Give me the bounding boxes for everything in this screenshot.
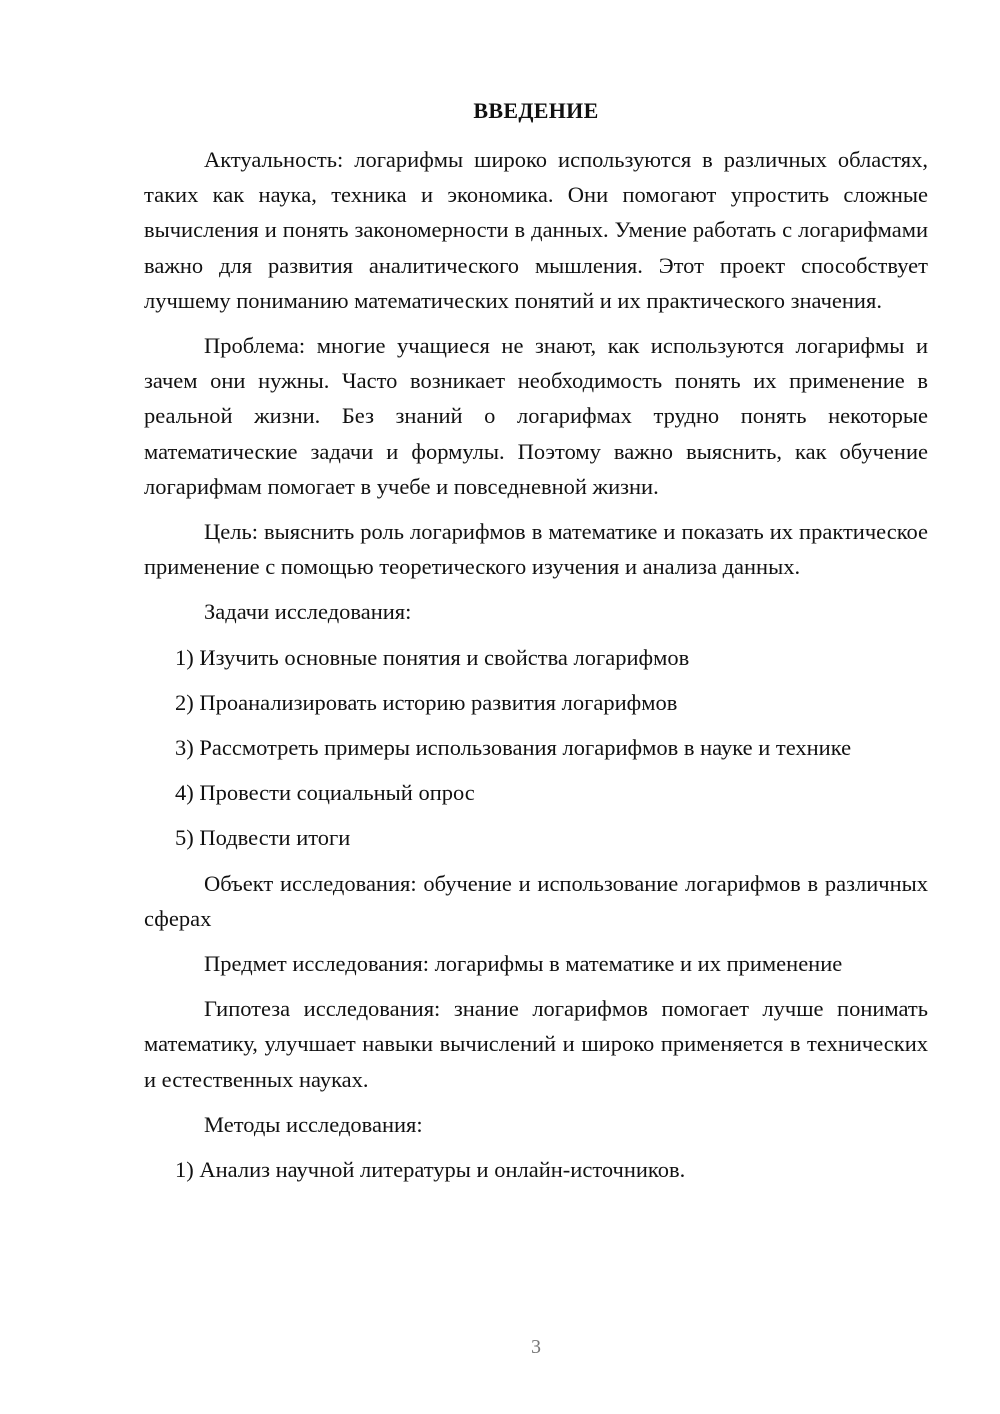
goal-paragraph: Цель: выяснить роль логарифмов в математике и показать их практическое применение с помощью теоретического изучения и анализа данных. <box>144 519 928 580</box>
object-paragraph: Объект исследования: обучение и использование логарифмов в различных сферах <box>144 870 928 931</box>
problem-paragraph: Проблема: многие учащиеся не знают, как используются логарифмы и зачем они нужны. Часто возникает необходимость понять их применение в реальной жизни. Без знаний о логарифмах трудно понять некоторые математические задачи и формулы. Поэтому важно выяснить, как обучение логарифмам помогает в учебе и повседневной жизни. <box>144 333 928 499</box>
page-number: 3 <box>531 1336 541 1358</box>
task-item: 5) Подвести итоги <box>175 825 351 851</box>
relevance-paragraph: Актуальность: логарифмы широко используются в различных областях, таких как наука, техника и экономика. Они помогают упростить сложные вычисления и понять закономерности в данных. Умение работать с логарифмами важно для развития аналитического мышления. Этот проект способствует лучшему пониманию математических понятий и их практического значения. <box>144 147 928 313</box>
methods-heading: Методы исследования: <box>204 1111 423 1137</box>
task-item: 1) Изучить основные понятия и свойства логарифмов <box>175 644 690 670</box>
task-item: 2) Проанализировать историю развития логарифмов <box>175 689 678 715</box>
section-title: ВВЕДЕНИЕ <box>473 98 599 123</box>
subject-paragraph: Предмет исследования: логарифмы в математике и их применение <box>204 951 843 977</box>
hypothesis-paragraph: Гипотеза исследования: знание логарифмов помогает лучше понимать математику, улучшает навыки вычислений и широко применяется в технических и естественных науках. <box>144 996 928 1092</box>
task-item: 4) Провести социальный опрос <box>175 780 475 806</box>
document-body <box>144 142 928 1197</box>
method-item: 1) Анализ научной литературы и онлайн-источников. <box>175 1157 686 1183</box>
task-item: 3) Рассмотреть примеры использования логарифмов в науке и технике <box>175 735 852 761</box>
tasks-heading: Задачи исследования: <box>204 599 412 625</box>
